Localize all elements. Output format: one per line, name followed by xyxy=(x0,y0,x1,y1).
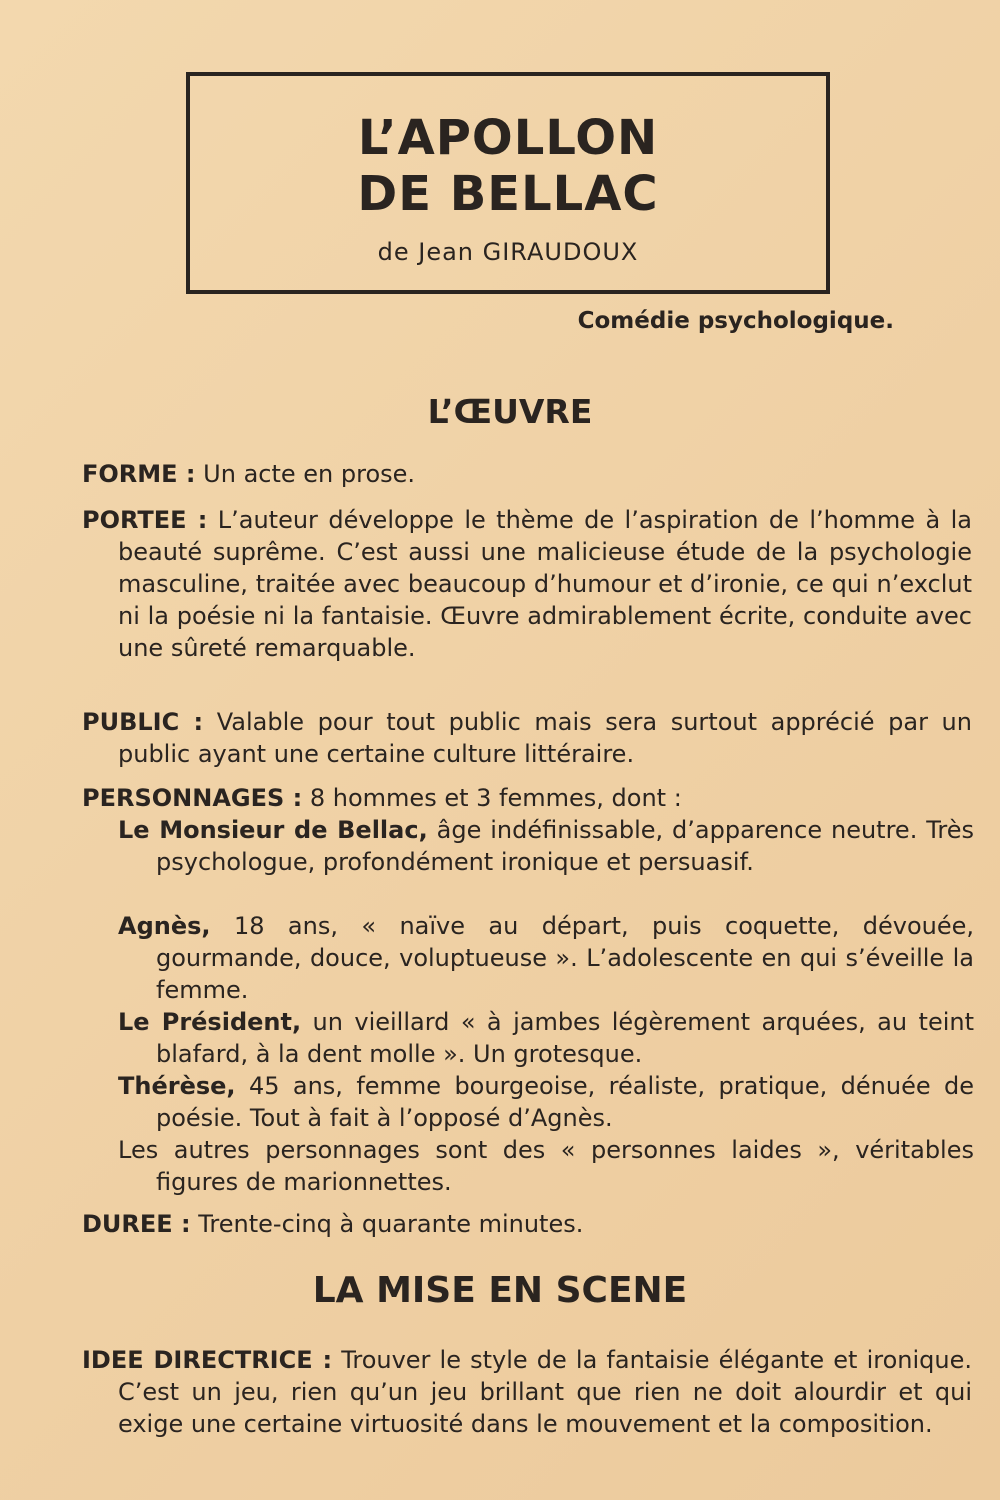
entry-text: Trouver le style de la fantaisie élégante et ironique. C’est un jeu, rien qu’un jeu brillant que rien ne doit alourdir et qui exige une certaine virtuosité dans le mouvement et la composition. xyxy=(118,1346,973,1438)
entry-label: PORTEE : xyxy=(82,506,208,534)
character-description: 45 ans, femme bourgeoise, réaliste, pratique, dénuée de poésie. Tout à fait à l’opposé d’Agnès. xyxy=(156,1072,974,1132)
character-description: un vieillard « à jambes légèrement arquées, au teint blafard, à la dent molle ». Un grotesque. xyxy=(156,1008,974,1068)
genre-label: Comédie psychologique. xyxy=(577,308,894,334)
character-description: 18 ans, « naïve au départ, puis coquette, dévouée, gourmande, douce, voluptueuse ». L’adolescente en qui s’éveille la femme. xyxy=(156,912,974,1004)
entry-text: Un acte en prose. xyxy=(203,460,416,488)
entry-label: DUREE : xyxy=(82,1210,191,1238)
character-agnes xyxy=(118,910,974,1006)
play-title-line1: L’APOLLON xyxy=(357,110,659,166)
entry-text: Trente-cinq à quarante minutes. xyxy=(198,1210,584,1238)
section-heading-oeuvre: L’ŒUVRE xyxy=(427,392,593,431)
character-name: Agnès, xyxy=(118,912,211,940)
entry-text: Valable pour tout public mais sera surtout apprécié par un public ayant une certaine culture littéraire. xyxy=(118,708,972,768)
entry-label: IDEE DIRECTRICE : xyxy=(82,1346,333,1374)
entry-label: PERSONNAGES : xyxy=(82,784,303,812)
play-title-line2: DE BELLAC xyxy=(357,166,659,222)
character-therese xyxy=(118,1070,974,1134)
character-monsieur-de-bellac xyxy=(118,814,974,878)
entry-label: PUBLIC : xyxy=(82,708,204,736)
section-heading-mise-en-scene: LA MISE EN SCENE xyxy=(312,1270,688,1311)
entry-public xyxy=(82,706,972,770)
entry-idee-directrice xyxy=(82,1344,972,1440)
title-box xyxy=(186,72,830,294)
entry-personnages xyxy=(82,782,972,814)
entry-text: 8 hommes et 3 femmes, dont : xyxy=(309,784,682,812)
entry-portee xyxy=(82,504,972,664)
entry-text: L’auteur développe le thème de l’aspiration de l’homme à la beauté suprême. C’est aussi une malicieuse étude de la psychologie masculine, traitée avec beaucoup d’humour et d’ironie, ce qui n’exclut ni la poésie ni la fantaisie. Œuvre admirablement écrite, conduite avec une sûreté remarquable. xyxy=(118,506,973,662)
character-description: âge indéfinissable, d’apparence neutre. Très psychologue, profondément ironique et persuasif. xyxy=(156,816,974,876)
character-name: Thérèse, xyxy=(118,1072,236,1100)
author-line: de Jean GIRAUDOUX xyxy=(377,238,639,266)
entry-label: FORME : xyxy=(82,460,196,488)
character-name: Le Président, xyxy=(118,1008,302,1036)
character-name: Le Monsieur de Bellac, xyxy=(118,816,428,844)
other-characters: Les autres personnages sont des « personnes laides », véritables figures de marionnettes. xyxy=(118,1136,974,1196)
character-president xyxy=(118,1006,974,1070)
entry-duree xyxy=(82,1208,972,1240)
entry-forme xyxy=(82,458,972,490)
